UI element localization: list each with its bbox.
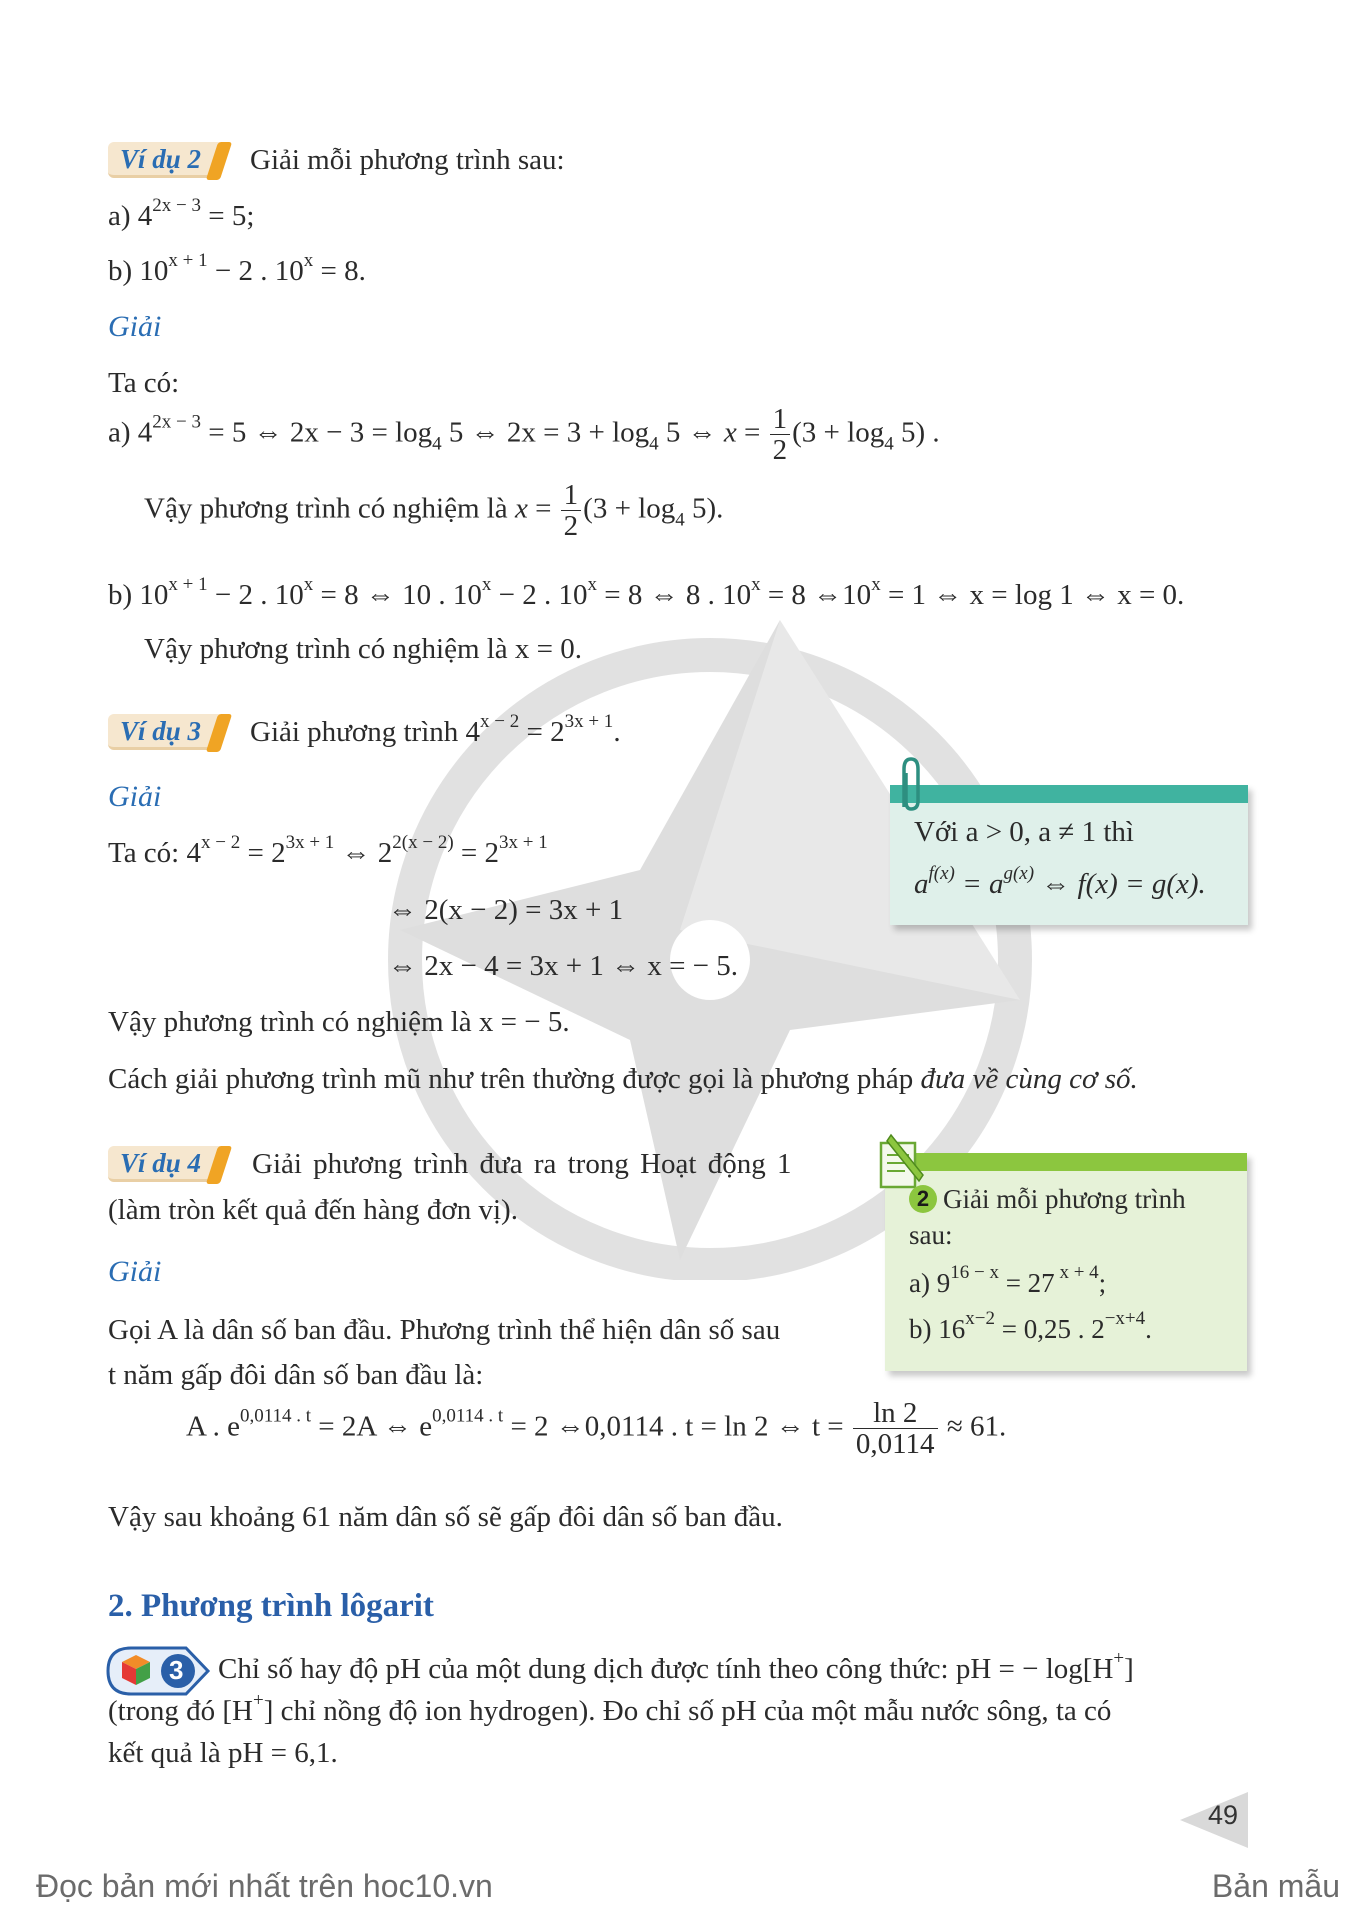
footer-sample-label: Bản mẫu [1211,1868,1340,1904]
example-3-conclusion: Vậy phương trình có nghiệm là x = − 5. [108,1006,570,1038]
example-2-solution-heading: Giải [108,310,162,343]
example-3-title: Giải phương trình $4^{x - 2} = 2^{3x + 1}$. [250,711,621,748]
example-2-tag [108,142,234,178]
example-3-tag [108,714,234,750]
example-2-solution-b: b) $10^{x + 1} - 2$ . $10^x = 8$ ⇔ 10 . $10^x - 2$ . $10^x = 8$ ⇔ 8 . $10^x = 8$ $\Leftrightarrow 10^x = 1$ ⇔ x = log 1 ⇔ x = 0. [108,574,1185,611]
example-4-solution-heading: Giải [108,1255,162,1288]
example-4-conclusion: Vậy sau khoảng 61 năm dân số sẽ gấp đôi dân số ban đầu. [108,1501,783,1533]
activity-line-2: (trong đó [H+] chỉ nồng độ ion hydrogen). Đo chỉ số pH của một mẫu nước sông, ta có [108,1690,1112,1727]
example-3-label: Ví dụ 3 [120,716,202,746]
example-3-step-3: ⇔ 2x − 4 = 3x + 1 ⇔ x = − 5. [388,950,739,982]
example-3-step-1: Ta có: $4^{x - 2} = 2^{3x + 1}$ ⇔ $2^{2(x - 2)} = 2^{3x + 1}$ [108,832,548,869]
practice-number-badge: 2 [909,1185,937,1213]
example-2-solution-a: a) $4^{2x - 3} = 5$ ⇔ $2x - 3 = \log_4 5$ ⇔ $2x = 3 + \log_4 5$ ⇔ x = $\frac{1}{2}$ $(3 + \log_4 5)$ . [108,403,940,467]
example-3-step-2: ⇔ 2(x − 2) = 3x + 1 [388,894,624,926]
fraction-one-half: $\frac{1}{2}$ [770,404,791,466]
practice-box [885,1153,1247,1371]
example-2-part-b: b) $10^{x + 1} - 2$ . $10^x = 8$. [108,250,366,287]
tip-line-2: $a^{f(x)} = a^{g(x)}$ ⇔ f(x) = g(x). [914,863,1206,900]
practice-title-continued: sau: [909,1220,953,1250]
tip-note-box [890,785,1248,925]
practice-title: 2 Giải mỗi phương trình [909,1183,1186,1215]
example-4-label: Ví dụ 4 [120,1148,202,1178]
tip-line-1: Với a > 0, a ≠ 1 thì [914,816,1134,848]
example-2-part-a: a) $4^{2x - 3} = 5$; [108,195,255,232]
example-4-tag [108,1146,234,1182]
example-4-paragraph-2: t năm gấp đôi dân số ban đầu là: [108,1359,484,1391]
practice-part-b: b) $16^{x-2} = 0,25$ . $2^{-x+4}$. [909,1308,1152,1344]
example-2-conclusion-a: Vậy phương trình có nghiệm là x = $\frac{1}{2}$ $(3 + \log_4 5)$. [144,479,724,543]
example-2-label: Ví dụ 2 [120,144,202,174]
activity-3-badge [106,1646,212,1696]
practice-part-a: a) $9^{16 - x} = 27$ $^{x + 4}$; [909,1262,1107,1298]
activity-line-3: kết quả là pH = 6,1. [108,1737,338,1769]
activity-number: 3 [169,1655,184,1685]
example-4-paragraph-1: Gọi A là dân số ban đầu. Phương trình thể hiện dân số sau [108,1314,781,1346]
fraction-ln2: $\frac{\ln 2}{0,0114}$ [853,1398,938,1460]
paperclip-icon [896,755,926,815]
section-title: 2. Phương trình lôgarit [108,1588,434,1624]
example-3-method: Cách giải phương trình mũ như trên thường được gọi là phương pháp đưa về cùng cơ số. [108,1063,1138,1095]
example-2-intro: Ta có: [108,367,180,399]
example-4-equation: A . $e^{0,0114 . t} = 2A$ ⇔ $e^{0,0114 . t} = 2$ ⇔0,0114 . t = ln 2 ⇔ t = $\frac{\ln 2}{0,0114}$ ≈ 61. [186,1397,1007,1461]
example-3-solution-heading: Giải [108,780,162,813]
footer-link[interactable]: Đọc bản mới nhất trên hoc10.vn [36,1868,493,1904]
activity-cube-icon [106,1646,212,1696]
example-4-title-continued: (làm tròn kết quả đến hàng đơn vị). [108,1194,518,1226]
example-2-title: Giải mỗi phương trình sau: [250,144,565,176]
fraction-one-half: $\frac{1}{2}$ [561,480,582,542]
example-2-conclusion-b: Vậy phương trình có nghiệm là x = 0. [144,633,583,665]
activity-line-1: Chỉ số hay độ pH của một dung dịch được tính theo công thức: pH = − log[H+] [218,1648,1134,1685]
example-4-title: Giải phương trình đưa ra trong Hoạt động 1 [252,1148,792,1180]
page-number: 49 [1208,1800,1239,1830]
